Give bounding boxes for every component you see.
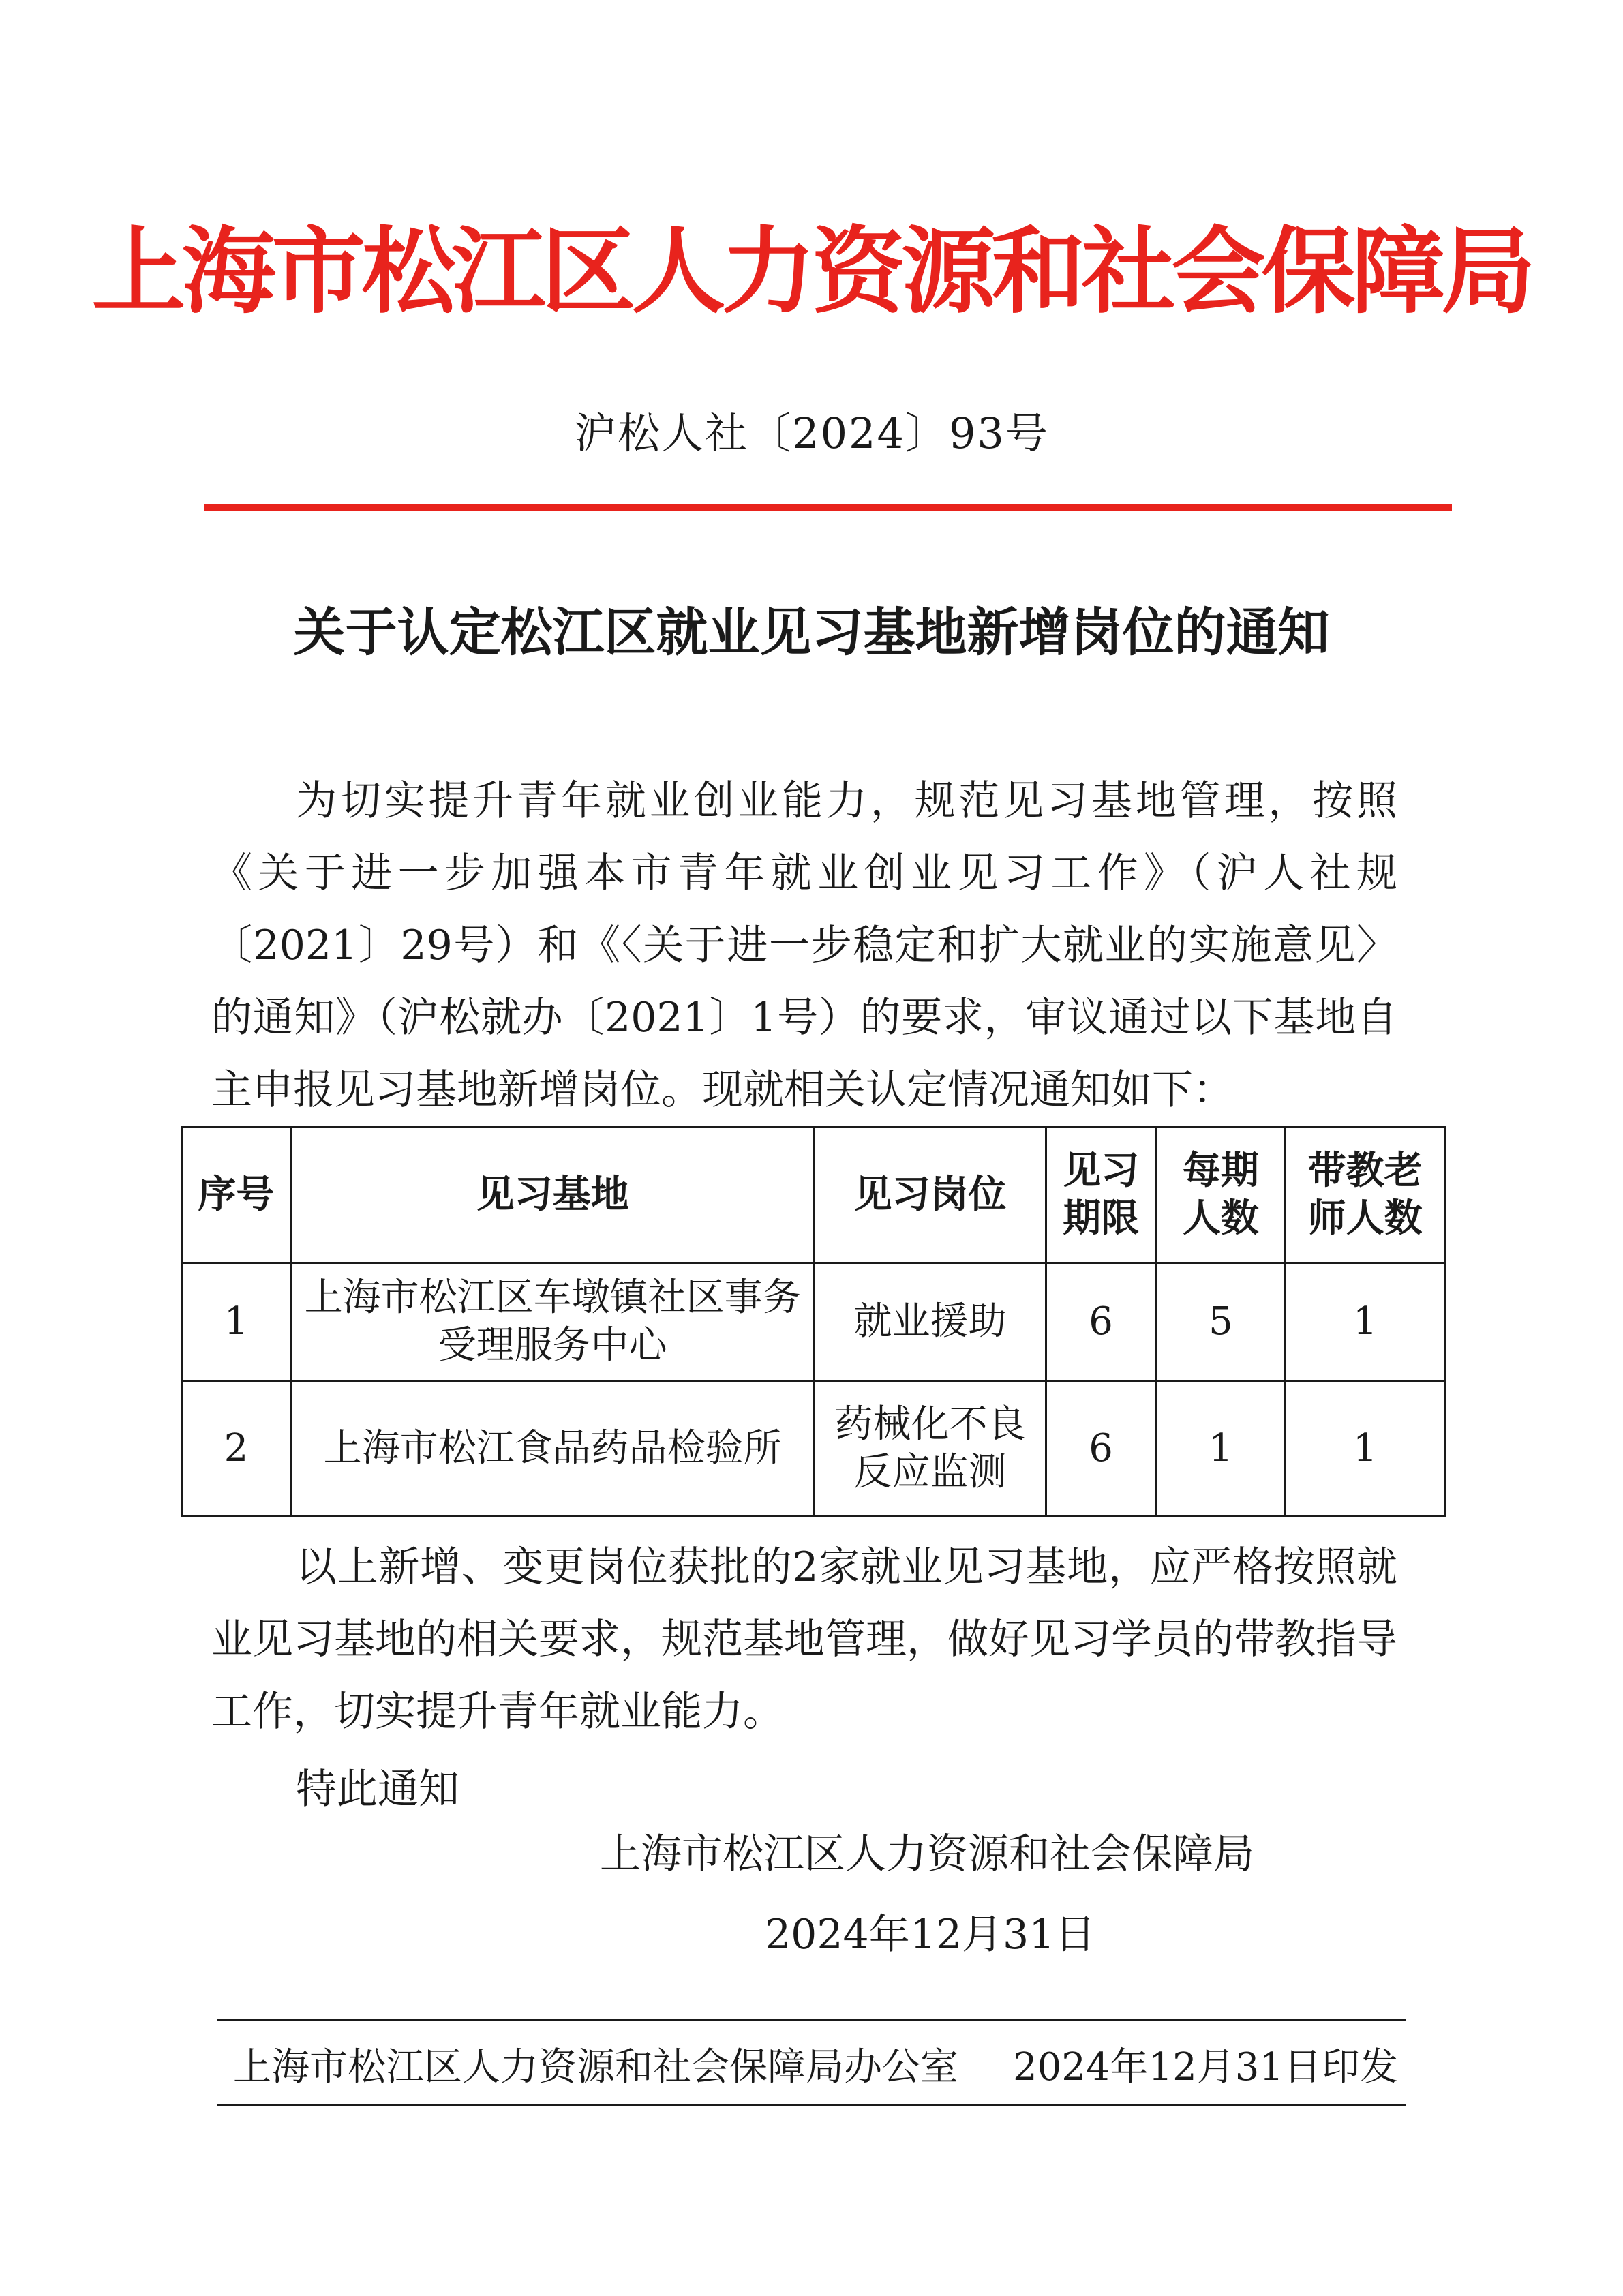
- table-row: [182, 1263, 1445, 1381]
- footer-office: 上海市松江区人力资源和社会保障局办公室: [233, 2045, 958, 2089]
- cell-period: 6: [1046, 1263, 1156, 1381]
- intro-paragraph: 为切实提升青年就业创业能力，规范见习基地管理，按照《关于进一步加强本市青年就业创业见习工作》（沪人社规〔2021〕29号）和《〈关于进一步稳定和扩大就业的实施意见〉的通知》（沪松就办〔2021〕1号）的要求，审议通过以下基地自主申报见习基地新增岗位。现就相关认定情况通知如下：: [211, 777, 1397, 1114]
- issuer-title: 上海市松江区人力资源和社会保障局: [91, 217, 1532, 327]
- cell-base: 上海市松江食品药品检验所: [290, 1381, 814, 1516]
- footer-rule-bottom: [217, 2104, 1406, 2106]
- closing-line: 特此通知: [296, 1766, 459, 1813]
- signature-issuer: 上海市松江区人力资源和社会保障局: [600, 1830, 1254, 1878]
- header-base: 见习基地: [290, 1128, 814, 1263]
- cell-seq: 1: [182, 1263, 291, 1381]
- signature-date: 2024年12月31日: [765, 1911, 1096, 1959]
- cell-position: 药械化不良反应监测: [815, 1381, 1046, 1516]
- document-number: 沪松人社〔2024〕93号: [574, 408, 1049, 458]
- cell-per-period: 5: [1156, 1263, 1286, 1381]
- cell-position: 就业援助: [815, 1263, 1046, 1381]
- requirements-paragraph: 以上新增、变更岗位获批的2家就业见习基地，应严格按照就业见习基地的相关要求，规范基地管理，做好见习学员的带教指导工作，切实提升青年就业能力。: [211, 1543, 1397, 1736]
- cell-per-period: 1: [1156, 1381, 1286, 1516]
- header-seq: 序号: [182, 1128, 291, 1263]
- footer-rule-top: [217, 2019, 1406, 2021]
- cell-mentors: 1: [1286, 1263, 1445, 1381]
- cell-base: 上海市松江区车墩镇社区事务受理服务中心: [290, 1263, 814, 1381]
- page-title: 关于认定松江区就业见习基地新增岗位的通知: [293, 602, 1330, 663]
- header-period: 见习期限: [1046, 1128, 1156, 1263]
- cell-mentors: 1: [1286, 1381, 1445, 1516]
- cell-period: 6: [1046, 1381, 1156, 1516]
- header-position: 见习岗位: [815, 1128, 1046, 1263]
- footer-print-date: 2024年12月31日印发: [1012, 2045, 1398, 2089]
- table-header-row: [182, 1128, 1445, 1263]
- table-row: [182, 1381, 1445, 1516]
- header-mentors: 带教老师人数: [1286, 1128, 1445, 1263]
- internship-base-table: [181, 1126, 1446, 1517]
- cell-seq: 2: [182, 1381, 291, 1516]
- header-per-period: 每期人数: [1156, 1128, 1286, 1263]
- red-divider: [204, 504, 1452, 511]
